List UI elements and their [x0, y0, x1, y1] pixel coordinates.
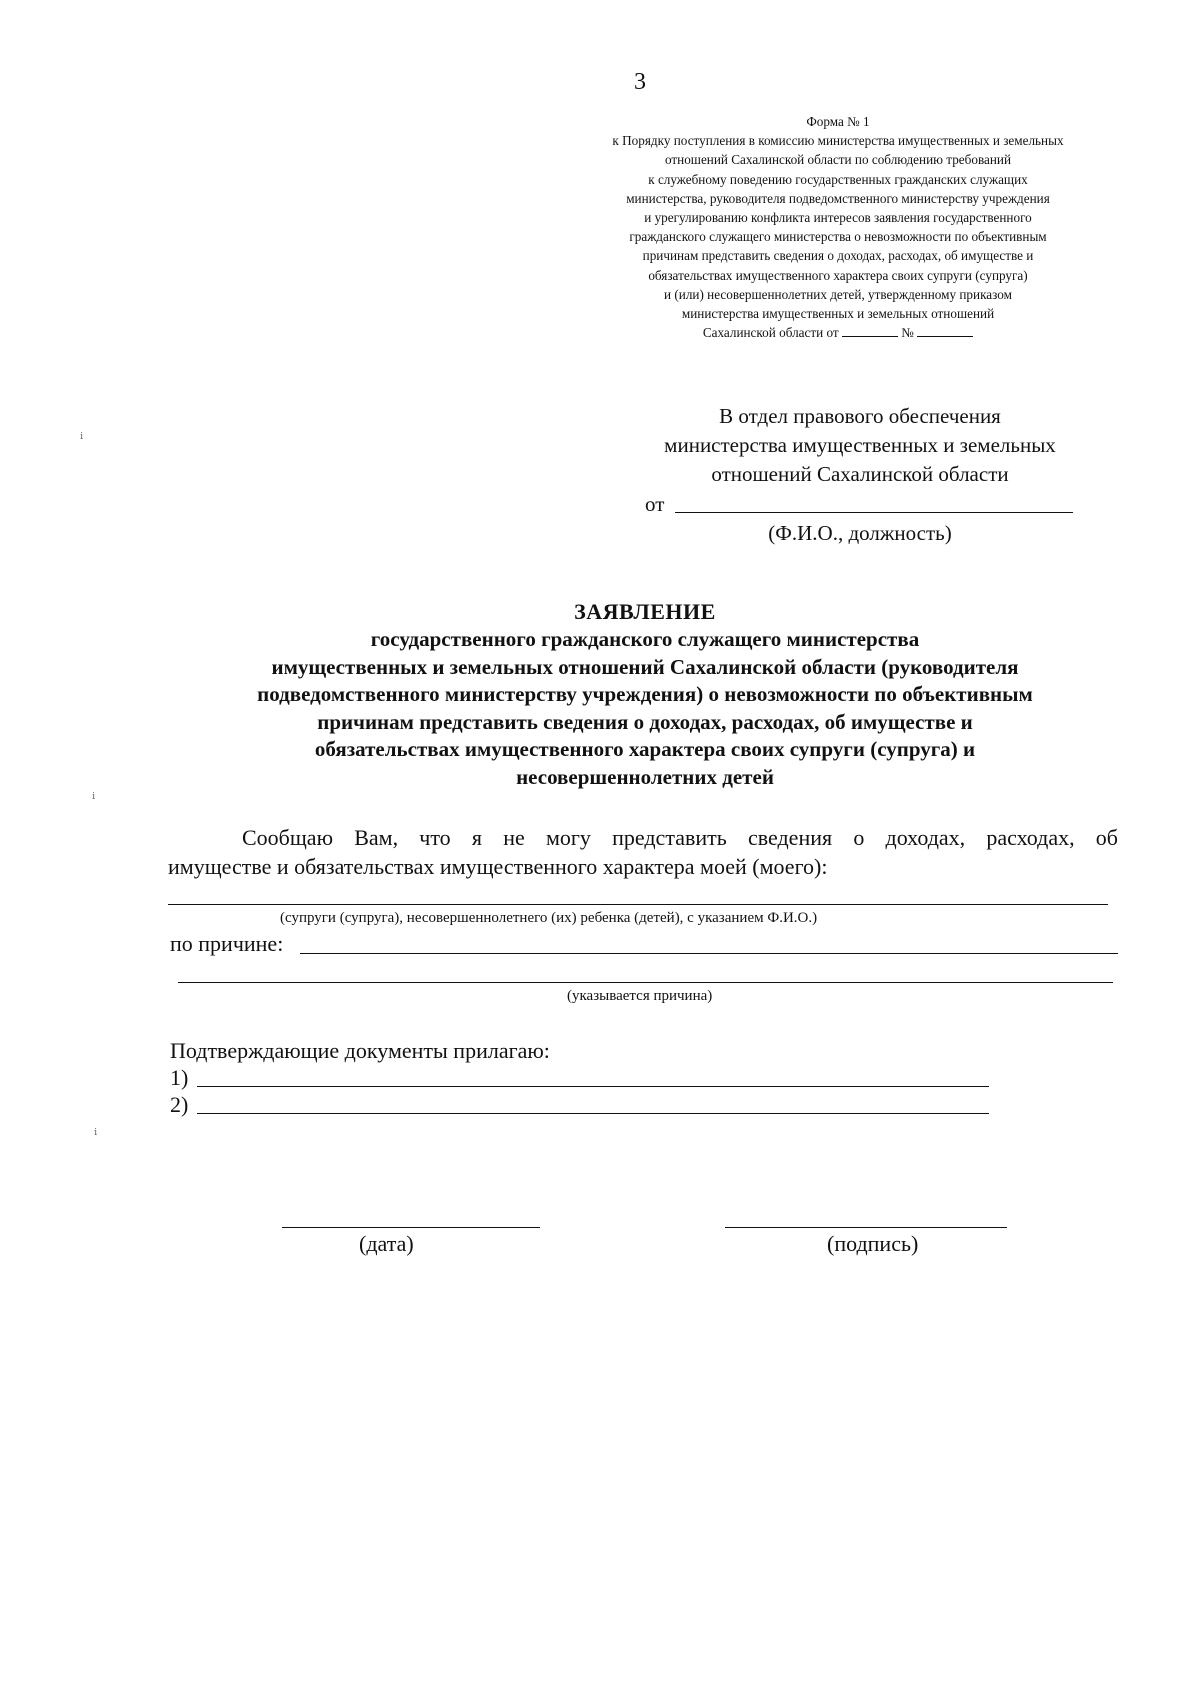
annex-line: Форма № 1 [806, 114, 870, 129]
form-annex-header [548, 112, 1128, 342]
page-number: 3 [634, 69, 646, 95]
signature-caption: (подпись) [827, 1231, 919, 1256]
spouse-name-field[interactable] [168, 904, 1108, 905]
title-line: обязательствах имущественного характера своих супруги (супруга) и [314, 737, 976, 761]
addressee-line: отношений Сахалинской области [711, 462, 1009, 486]
addressee-block [600, 402, 1120, 489]
from-label: от [645, 492, 665, 516]
title-line: причинам представить сведения о доходах, расходах, об имуществе и [317, 709, 973, 734]
scan-artifact-mark: ⁱ [92, 791, 96, 808]
title-line: имущественных и земельных отношений Сахалинской области (руководителя [271, 654, 1019, 679]
fio-caption: (Ф.И.О., должность) [768, 521, 952, 545]
annex-line: обязательствах имущественного характера своих супруги (супруга) [648, 267, 1028, 283]
annex-line: и (или) несовершеннолетних детей, утвержденному приказом [664, 286, 1012, 302]
reason-caption: (указывается причина) [567, 988, 713, 1004]
reason-field[interactable] [300, 953, 1118, 954]
reason-label: по причине: [170, 931, 284, 956]
order-date-blank[interactable] [842, 324, 898, 337]
annex-line: причинам представить сведения о доходах, расходах, об имуществе и [642, 248, 1034, 264]
annex-line: отношений Сахалинской области по соблюдению требований [664, 152, 1012, 168]
from-row [645, 489, 1085, 519]
date-caption: (дата) [359, 1231, 414, 1256]
title-line: подведомственного министерству учреждения) о невозможности по объективным [257, 682, 1033, 706]
attachment-number: 1) [170, 1065, 189, 1090]
document-heading: ЗАЯВЛЕНИЕ [574, 599, 716, 624]
statement-title [150, 597, 1140, 791]
annex-line: гражданского служащего министерства о невозможности по объективным [629, 229, 1047, 245]
annex-order-date-label: Сахалинской области от [702, 325, 839, 341]
annex-line: министерства имущественных и земельных отношений [681, 306, 995, 322]
spouse-caption: (супруги (супруга), несовершеннолетнего (их) ребенка (детей), с указанием Ф.И.О.) [280, 910, 818, 926]
attachment-1-field[interactable] [197, 1086, 989, 1087]
annex-line: к служебному поведению государственных гражданских служащих [648, 171, 1028, 187]
reason-field-continued[interactable] [178, 982, 1113, 983]
annex-line: и урегулированию конфликта интересов заявления государственного [644, 210, 1032, 226]
body-line-2: имуществе и обязательствах имущественного характера моей (моего): [168, 854, 828, 879]
scan-artifact-mark: ⁱ [94, 1127, 98, 1144]
title-line: государственного гражданского служащего министерства [370, 627, 920, 651]
attachments-heading: Подтверждающие документы прилагаю: [170, 1038, 550, 1063]
title-line: несовершеннолетних детей [516, 764, 774, 789]
signature-field[interactable] [725, 1227, 1007, 1228]
annex-line: к Порядку поступления в комиссию министерства имущественных и земельных [612, 133, 1064, 149]
from-fio-field[interactable] [675, 512, 1073, 513]
addressee-line: министерства имущественных и земельных [664, 433, 1056, 457]
body-line-1: Сообщаю Вам, что я не могу представить сведения о доходах, расходах, об [242, 825, 1118, 850]
addressee-line: В отдел правового обеспечения [719, 404, 1001, 428]
statement-body [168, 823, 1118, 881]
attachment-number: 2) [170, 1092, 189, 1117]
annex-line: министерства, руководителя подведомственного министерству учреждения [626, 190, 1050, 206]
attachment-2-field[interactable] [197, 1113, 989, 1114]
order-number-sign: № [901, 325, 914, 341]
annex-order-date-line [548, 323, 1128, 342]
order-number-blank[interactable] [917, 324, 973, 337]
scan-artifact-mark: ⁱ [80, 431, 84, 448]
date-field[interactable] [282, 1227, 540, 1228]
